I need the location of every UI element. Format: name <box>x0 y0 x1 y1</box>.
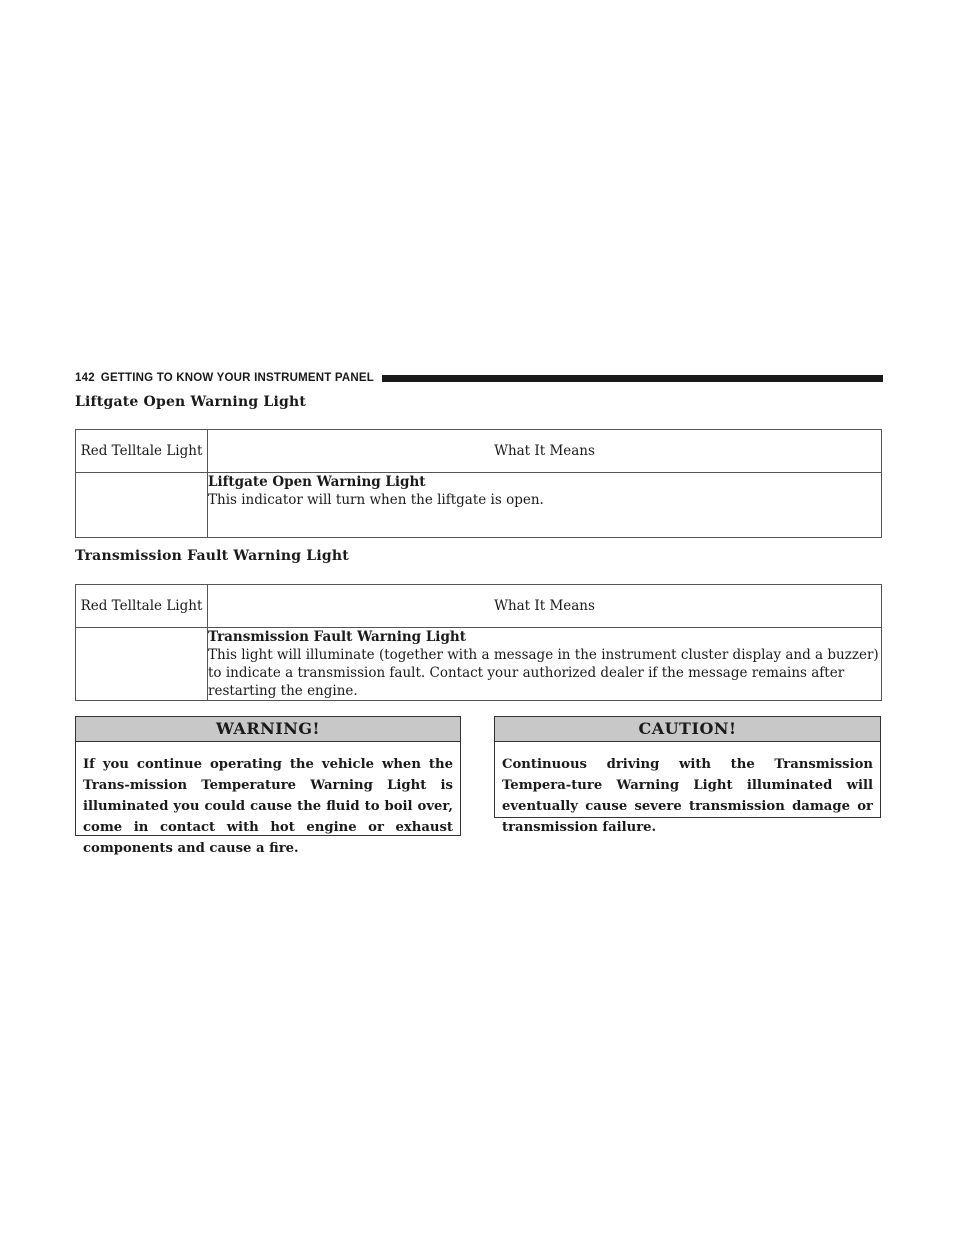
section-title: GETTING TO KNOW YOUR INSTRUMENT PANEL <box>100 372 374 384</box>
caution-text: Continuous driving with the Transmission Tempera-ture Warning Light illuminated will eventually cause severe transmission damage or transmission failure. <box>502 757 873 835</box>
col-header-telltale: Red Telltale Light <box>76 430 208 473</box>
caution-title: CAUTION! <box>495 717 880 742</box>
meaning-cell <box>208 628 882 701</box>
header-rule <box>382 375 883 382</box>
transmission-table <box>75 584 882 701</box>
table-row <box>76 628 882 701</box>
col-header-meaning: What It Means <box>208 585 882 628</box>
warning-title: WARNING! <box>76 717 460 742</box>
meaning-cell <box>208 473 882 538</box>
caution-box <box>494 716 881 835</box>
table-header-row <box>76 430 882 473</box>
col-header-meaning: What It Means <box>208 430 882 473</box>
transmission-heading: Transmission Fault Warning Light <box>75 548 349 564</box>
col-header-telltale: Red Telltale Light <box>76 585 208 628</box>
row-text: This light will illuminate (together with a message in the instrument cluster display and a buzzer) to indicate a transmission fault. Contact your authorized dealer if the message remains after restarting the engine. <box>208 647 879 699</box>
warning-text: If you continue operating the vehicle when the Trans-mission Temperature Warning Light is illuminated you could cause the fluid to boil over, come in contact with hot engine or exhaust components and cause a fire. <box>83 757 453 856</box>
telltale-icon-cell <box>76 628 208 701</box>
liftgate-table <box>75 429 882 538</box>
telltale-icon-cell <box>76 473 208 538</box>
table-row <box>76 473 882 538</box>
row-title: Transmission Fault Warning Light <box>208 629 466 645</box>
row-text: This indicator will turn when the liftgate is open. <box>208 492 544 508</box>
row-title: Liftgate Open Warning Light <box>208 474 426 490</box>
liftgate-heading: Liftgate Open Warning Light <box>75 394 306 410</box>
page-number: 142 <box>75 372 95 384</box>
warning-box <box>75 716 461 856</box>
table-header-row <box>76 585 882 628</box>
page-header <box>75 371 883 385</box>
